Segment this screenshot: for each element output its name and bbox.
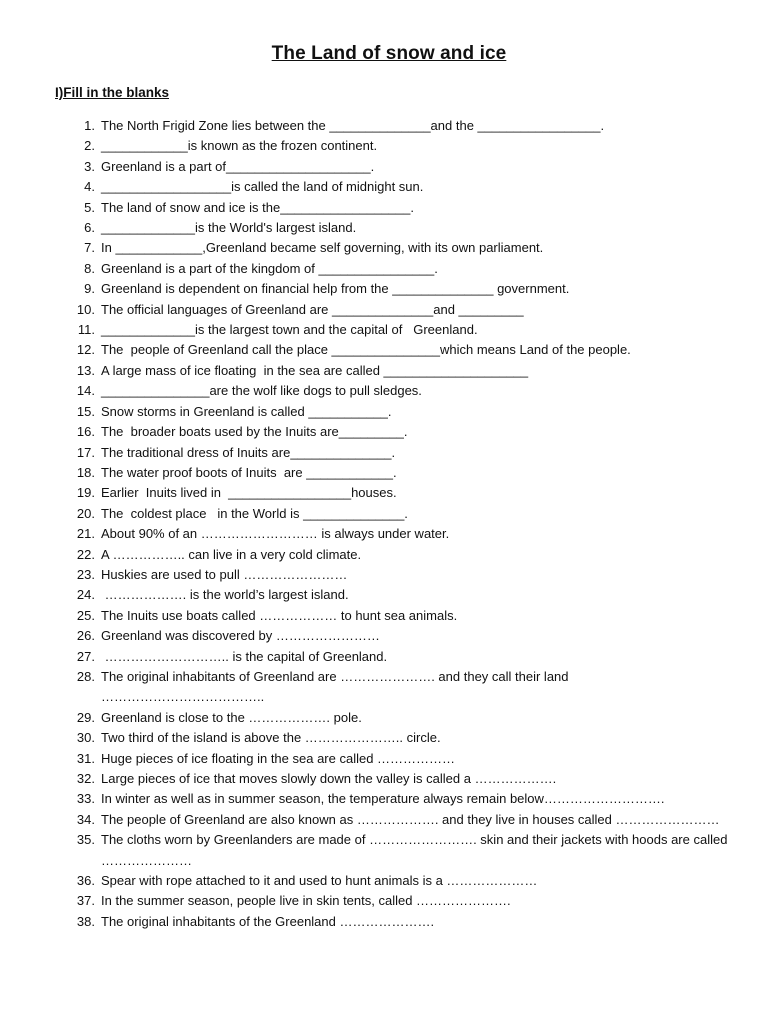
question-text: The people of Greenland are also known as ………………. and they live in houses called …………………… [101, 811, 720, 827]
section-heading: I)Fill in the blanks [55, 85, 170, 100]
question-text: Two third of the island is above the ………………….. circle. [101, 730, 441, 746]
question-number: 13. [76, 362, 95, 378]
question-item [0, 708, 768, 728]
question-text: The original inhabitants of the Greenland …………………. [101, 913, 435, 929]
question-text: Huge pieces of ice floating in the sea are called ……………… [101, 750, 456, 766]
question-number: 26. [76, 628, 95, 644]
question-text: _____________is the World's largest island. [101, 220, 357, 236]
question-number: 22. [76, 546, 95, 562]
question-item [0, 749, 768, 769]
question-item [0, 912, 768, 932]
question-item [0, 177, 768, 197]
question-item [0, 667, 768, 708]
question-number: 31. [76, 750, 95, 766]
question-text: A …………….. can live in a very cold climate. [101, 546, 362, 562]
question-number: 32. [76, 771, 95, 786]
question-number: 35. [76, 832, 95, 848]
question-item [0, 402, 768, 422]
question-item [0, 483, 768, 503]
question-text: The Inuits use boats called ……………… to hunt sea animals. [101, 607, 458, 623]
question-number: 21. [76, 526, 95, 542]
question-number: 2. [84, 138, 95, 154]
question-number: 37. [76, 893, 95, 909]
question-text: Snow storms in Greenland is called ___________. [101, 403, 392, 419]
question-text: The original inhabitants of Greenland are …………………. and they call their land ……………………………….. [101, 668, 573, 705]
question-item [0, 279, 768, 299]
question-number: 8. [84, 260, 95, 276]
question-number: 16. [76, 424, 95, 440]
question-item [0, 116, 768, 136]
question-number: 19. [76, 485, 95, 501]
question-number: 15. [76, 403, 95, 419]
question-number: 30. [76, 730, 95, 746]
question-text: ………………. is the world’s largest island. [101, 587, 349, 603]
question-number: 5. [84, 199, 95, 215]
question-item [0, 300, 768, 320]
question-text: In ____________,Greenland became self governing, with its own parliament. [101, 240, 544, 256]
question-text: A large mass of ice floating in the sea are called ____________________ [101, 362, 529, 378]
question-item [0, 381, 768, 401]
question-text: The official languages of Greenland are ______________and _________ [101, 301, 524, 317]
question-number: 12. [76, 342, 95, 358]
question-item [0, 524, 768, 544]
question-number: 23. [76, 566, 95, 582]
question-item [0, 361, 768, 381]
question-text: Huskies are used to pull …………………… [101, 566, 348, 582]
question-item [0, 238, 768, 258]
question-text: Greenland is dependent on financial help from the ______________ government. [101, 281, 570, 297]
question-item [0, 320, 768, 340]
question-item [0, 606, 768, 626]
question-text: The broader boats used by the Inuits are_________. [101, 424, 408, 440]
question-text: Greenland was discovered by …………………… [101, 628, 380, 644]
question-number: 29. [76, 709, 95, 725]
question-item [0, 340, 768, 360]
question-item [0, 218, 768, 238]
question-number: 28. [76, 668, 95, 684]
question-text: __________________is called the land of midnight sun. [101, 179, 424, 195]
question-number: 24. [76, 587, 95, 603]
question-text: Greenland is a part of____________________. [101, 158, 375, 174]
question-text: The cloths worn by Greenlanders are made of ……………………. skin and their jackets with hoods are called ………………… [101, 832, 732, 868]
question-text: Earlier Inuits lived in _________________houses. [101, 485, 397, 501]
question-item [0, 443, 768, 463]
question-item [0, 810, 768, 830]
question-list [0, 116, 768, 932]
question-item [0, 626, 768, 646]
question-item [0, 871, 768, 891]
question-text: The people of Greenland call the place _______________which means Land of the people. [101, 342, 631, 358]
question-number: 11. [77, 322, 95, 338]
question-text: Greenland is close to the ………………. pole. [101, 709, 362, 725]
question-number: 7. [84, 240, 95, 256]
question-number: 10. [76, 301, 95, 317]
question-item [0, 585, 768, 605]
question-item [0, 891, 768, 911]
question-text: The land of snow and ice is the__________________. [101, 199, 414, 215]
question-item [0, 136, 768, 156]
question-text: _______________are the wolf like dogs to pull sledges. [101, 383, 422, 399]
question-item [0, 198, 768, 218]
question-number: 20. [76, 505, 95, 521]
question-number: 6. [84, 220, 95, 236]
question-text: About 90% of an ……………………… is always under water. [101, 526, 450, 542]
question-number: 17. [76, 444, 95, 460]
question-text: ……………………….. is the capital of Greenland. [101, 648, 388, 664]
question-text: The water proof boots of Inuits are ____________. [101, 464, 397, 480]
question-item [0, 728, 768, 748]
question-number: 9. [84, 281, 95, 297]
question-text: Greenland is a part of the kingdom of ________________. [101, 260, 438, 276]
question-number: 3. [84, 158, 95, 174]
question-text: Large pieces of ice that moves slowly down the valley is called a ………………. [101, 771, 557, 786]
question-item [0, 647, 768, 667]
question-number: 1. [84, 118, 95, 133]
question-number: 27. [76, 648, 95, 664]
question-item [0, 545, 768, 565]
question-text: In winter as well as in summer season, the temperature always remain below………………………. [101, 791, 665, 807]
question-item [0, 565, 768, 585]
question-item [0, 463, 768, 483]
question-item [0, 769, 768, 789]
question-item [0, 259, 768, 279]
question-number: 36. [76, 873, 95, 889]
question-item [0, 422, 768, 442]
question-number: 34. [76, 811, 95, 827]
question-item [0, 789, 768, 809]
question-text: _____________is the largest town and the capital of Greenland. [101, 322, 478, 338]
question-text: The North Frigid Zone lies between the ______________and the _________________. [101, 118, 605, 133]
question-text: The traditional dress of Inuits are______________. [101, 444, 396, 460]
question-number: 38. [76, 913, 95, 929]
question-text: ____________is known as the frozen continent. [101, 138, 378, 154]
question-item [0, 830, 768, 871]
question-text: The coldest place in the World is ______________. [101, 505, 408, 521]
question-number: 4. [84, 179, 95, 195]
question-item [0, 504, 768, 524]
question-text: Spear with rope attached to it and used to hunt animals is a ………………… [101, 873, 538, 889]
question-item [0, 157, 768, 177]
page-title: The Land of snow and ice [271, 43, 507, 64]
question-text: In the summer season, people live in skin tents, called …………………. [101, 893, 511, 909]
question-number: 14. [76, 383, 95, 399]
question-number: 18. [76, 464, 95, 480]
question-number: 25. [76, 607, 95, 623]
question-number: 33. [76, 791, 95, 807]
